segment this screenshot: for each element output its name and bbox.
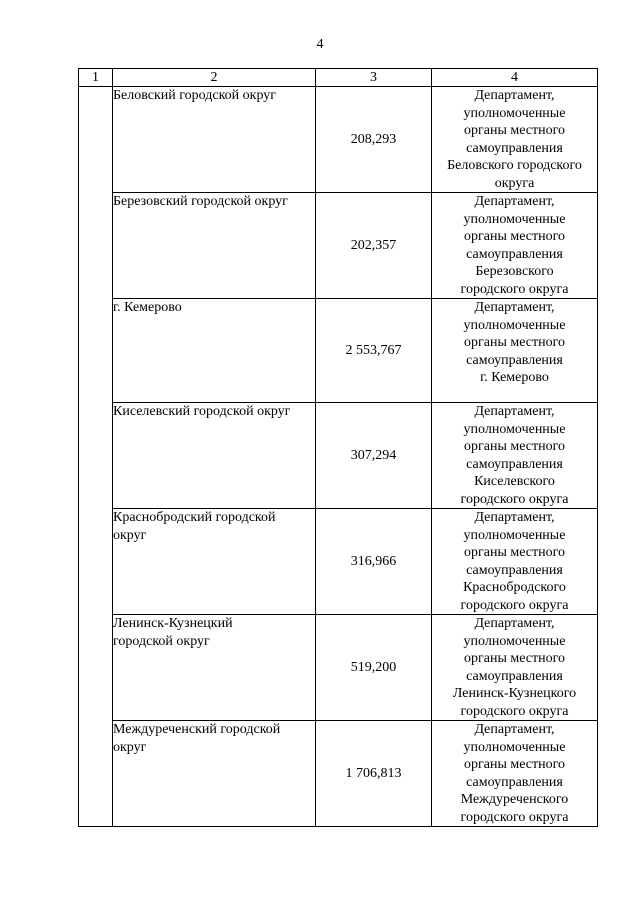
amount-cell: 519,200 xyxy=(316,615,432,721)
responsible-body-line: округа xyxy=(494,175,535,191)
responsible-body-line: уполномоченные xyxy=(463,527,566,543)
table-row xyxy=(79,193,598,299)
table-row xyxy=(79,299,598,403)
municipality-name-line: городской округ xyxy=(113,633,210,649)
municipality-name-cell xyxy=(113,87,316,193)
table-row xyxy=(79,615,598,721)
municipality-name-cell xyxy=(113,193,316,299)
responsible-body-line: Краснобродского xyxy=(463,580,566,595)
responsible-body-cell xyxy=(432,403,598,509)
municipality-name-line: округ xyxy=(113,739,147,755)
amount-cell: 2 553,767 xyxy=(316,299,432,403)
header-cell-col-1: 1 xyxy=(79,69,113,87)
responsible-body-line: уполномоченные xyxy=(463,105,566,121)
municipality-name-line: Беловский городской округ xyxy=(113,88,277,103)
responsible-body-line: городского округа xyxy=(460,809,569,825)
municipality-name-cell xyxy=(113,509,316,615)
municipality-name-cell xyxy=(113,403,316,509)
responsible-body-line: городского округа xyxy=(460,597,569,613)
header-cell-col-3: 3 xyxy=(316,69,432,87)
responsible-body-line: органы местного xyxy=(464,545,565,560)
responsible-body-cell xyxy=(432,87,598,193)
municipality-name-cell xyxy=(113,721,316,827)
responsible-body-line: самоуправления xyxy=(466,352,563,368)
responsible-body-line: городского округа xyxy=(460,281,569,297)
responsible-body-line: самоуправления xyxy=(466,456,563,472)
municipality-name-line: Междуреченский городской xyxy=(113,722,281,737)
amount-cell: 202,357 xyxy=(316,193,432,299)
responsible-body-line: самоуправления xyxy=(466,668,563,684)
responsible-body-line: городского округа xyxy=(460,703,569,719)
table-row xyxy=(79,509,598,615)
table-row xyxy=(79,721,598,827)
responsible-body-line: самоуправления xyxy=(466,140,563,156)
responsible-body-line: самоуправления xyxy=(466,246,563,262)
amount-cell: 208,293 xyxy=(316,87,432,193)
table-header-row xyxy=(79,69,598,87)
header-cell-col-4: 4 xyxy=(432,69,598,87)
municipality-name-line: Киселевский городской округ xyxy=(113,404,291,419)
responsible-body-line: самоуправления xyxy=(466,562,563,578)
responsible-body-line: Департамент, xyxy=(474,510,555,525)
table-row xyxy=(79,403,598,509)
responsible-body-line: органы местного xyxy=(464,123,565,138)
amount-cell: 316,966 xyxy=(316,509,432,615)
responsible-body-cell xyxy=(432,193,598,299)
municipality-name-line: Краснобродский городской xyxy=(113,510,276,525)
responsible-body-line: городского округа xyxy=(460,491,569,507)
responsible-body-line: органы местного xyxy=(464,439,565,454)
responsible-body-line: уполномоченные xyxy=(463,421,566,437)
responsible-body-line: Департамент, xyxy=(474,404,555,419)
municipality-name-line: Ленинск-Кузнецкий xyxy=(113,616,233,631)
responsible-body-cell xyxy=(432,615,598,721)
responsible-body-line: органы местного xyxy=(464,757,565,772)
responsible-body-line: уполномоченные xyxy=(463,317,566,333)
responsible-body-line: органы местного xyxy=(464,335,565,350)
responsible-body-line: Беловского городского xyxy=(447,158,582,173)
municipality-name-cell xyxy=(113,299,316,403)
responsible-body-line: уполномоченные xyxy=(463,211,566,227)
responsible-body-line: Департамент, xyxy=(474,616,555,631)
header-cell-col-2: 2 xyxy=(113,69,316,87)
responsible-body-line: Департамент, xyxy=(474,88,555,103)
responsible-body-line: Киселевского xyxy=(474,474,555,489)
responsible-body-line: Междуреченского xyxy=(460,792,569,807)
responsible-body-line: Департамент, xyxy=(474,300,555,315)
table-body xyxy=(79,87,598,827)
municipality-name-line: г. Кемерово xyxy=(113,300,182,315)
municipality-name-cell xyxy=(113,615,316,721)
municipality-name-line: Березовский городской округ xyxy=(113,194,288,209)
responsible-body-line: органы местного xyxy=(464,229,565,244)
responsible-body-line: Департамент, xyxy=(474,194,555,209)
responsible-body-cell xyxy=(432,509,598,615)
responsible-body-line: Департамент, xyxy=(474,722,555,737)
responsible-body-line: Ленинск-Кузнецкого xyxy=(452,686,577,701)
responsible-body-line: г. Кемерово xyxy=(480,370,549,385)
responsible-body-cell xyxy=(432,721,598,827)
page-number: 4 xyxy=(316,37,324,52)
amount-cell: 1 706,813 xyxy=(316,721,432,827)
responsible-body-line: уполномоченные xyxy=(463,739,566,755)
column-1-merged-cell xyxy=(79,87,113,827)
table-row xyxy=(79,87,598,193)
amount-cell: 307,294 xyxy=(316,403,432,509)
responsible-body-line: самоуправления xyxy=(466,774,563,790)
data-table xyxy=(78,68,598,827)
responsible-body-line: уполномоченные xyxy=(463,633,566,649)
responsible-body-cell xyxy=(432,299,598,403)
municipality-name-line: округ xyxy=(113,527,147,543)
responsible-body-line: Березовского xyxy=(475,264,554,279)
responsible-body-line: органы местного xyxy=(464,651,565,666)
